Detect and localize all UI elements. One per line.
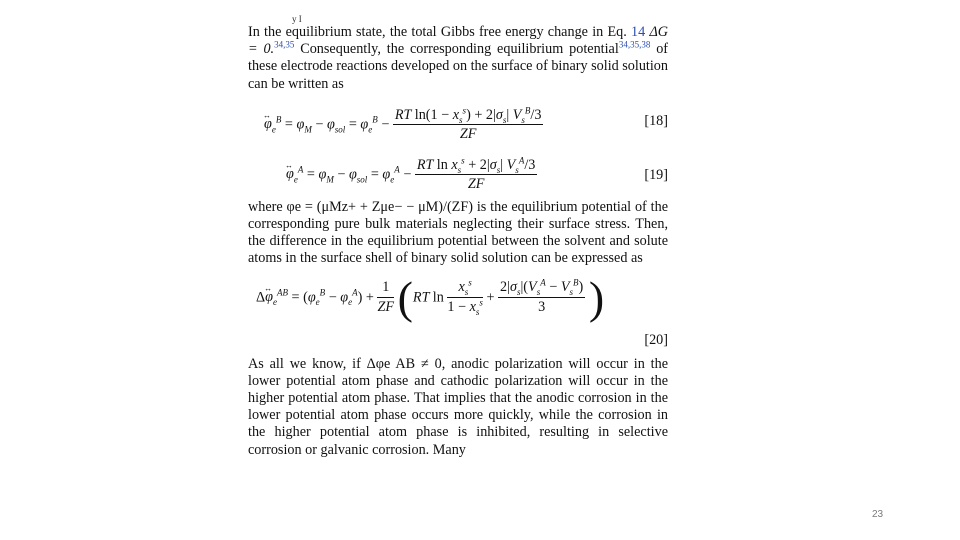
delta-g-formula: ΔG = 0. [248, 24, 669, 58]
cropped-top-line: y I [292, 14, 302, 24]
para1-line1: In the equilibrium state, the total Gibbs free energy change in [248, 24, 604, 40]
para1-text2: Consequently, the corresponding equilibrium [300, 41, 564, 58]
paper-page [248, 14, 668, 489]
equation-19-number: [19] [644, 166, 668, 183]
equation-20-number: [20] [644, 331, 668, 348]
equation-18: ↔ $\varphi_e^B = \varphi_M - \varphi_{sol} = \varphi_e^B$ − $\frac{RT \ln(1 - x_s^s) + 2|\sigma_s| V_s^B/3}{ZF}$ [18] [248, 101, 668, 153]
citation-2[interactable]: 34,35,38 [618, 39, 651, 50]
equation-18-number: [18] [644, 112, 668, 129]
equation-19: ↔ $\varphi_e^A = \varphi_M - \varphi_{sol} = \varphi_e^A$ − $\frac{RT \ln x_s^s + 2|\sigma_s| V_s^A/3}{ZF}$ [19] [248, 155, 668, 199]
eq-ref-link[interactable]: 14 [631, 24, 646, 40]
paragraph-2: where φe = (μMz+ + Zμe− − μM)/(ZF) is the equilibrium potential of the corresponding pure bulk materials neglecting their surface stress. Then, the difference in the equilibrium potential between the solvent and solute atoms in the surface shell of binary solid solution can be expressed as [248, 198, 668, 267]
paragraph-3: As all we know, if Δφe AB ≠ 0, anodic polarization will occur in the lower potential atom phase and cathodic polarization will occur in the higher potential atom phase. That implies that the anodic corrosion in the lower potential atom phase occurs more quickly, while the corrosion in the higher potential atom phase is inhibited, resulting in selective corrosion or galvanic corrosion. Many [248, 355, 668, 458]
para1-text3: potential [569, 41, 619, 58]
paragraph-1 [248, 24, 668, 93]
eq-word: Eq. [607, 24, 627, 40]
citation-1[interactable]: 34,35 [274, 39, 295, 50]
para1-text4: of these electrode reactions developed on the surface of binary solid solution can be written as [248, 41, 669, 92]
equation-20: Δ↔ $\varphi_e^{AB} = (\varphi_e^B - \varphi_e^A)$ + $\frac{1}{ZF}$ (RT ln $\frac{x_s^s}{1 - x_s^s}$ + $\frac{2|\sigma_s|(V_s^A - V_s^B)}{3}$ ) [20] [248, 274, 668, 354]
slide-page-number: 23 [872, 509, 884, 520]
